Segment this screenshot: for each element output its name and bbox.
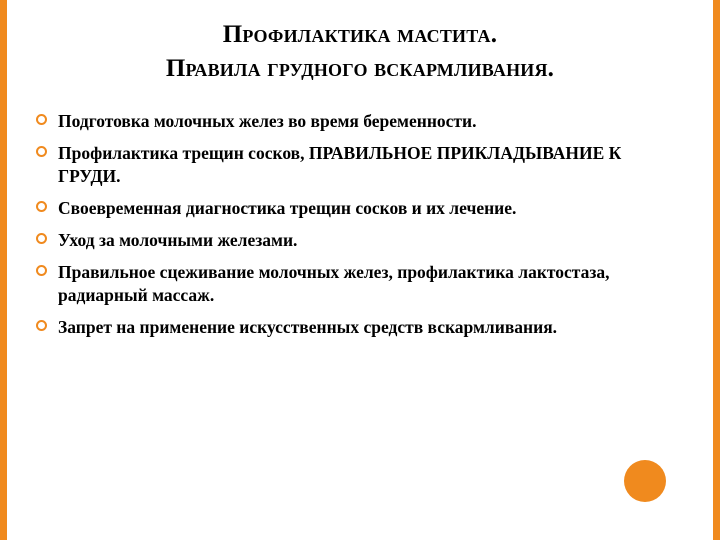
right-accent-bar <box>713 0 720 540</box>
decorative-circle <box>624 460 666 502</box>
bullet-ring-icon <box>36 229 58 244</box>
list-item <box>36 316 686 339</box>
list-item <box>36 110 686 133</box>
list-item-label: Уход за молочными железами. <box>58 230 298 250</box>
list-item-label: Своевременная диагностика трещин сосков и их лечение. <box>58 198 517 218</box>
list-item-label: Подготовка молочных желез во время беременности. <box>58 111 477 131</box>
list-item-label: Запрет на применение искусственных средств вскармливания. <box>58 317 558 337</box>
list-item <box>36 229 686 252</box>
title-line-2: Правила грудного вскармливания. <box>165 55 555 82</box>
bullet-ring-icon <box>36 110 58 125</box>
bullet-ring-icon <box>36 197 58 212</box>
page-title <box>40 18 680 86</box>
bullet-ring-icon <box>36 261 58 276</box>
list-item <box>36 261 686 307</box>
list-item-label: Правильное сцеживание молочных желез, профилактика лактостаза, радиарный массаж. <box>58 262 610 305</box>
bullet-ring-icon <box>36 316 58 331</box>
list-item-label: Профилактика трещин сосков, ПРАВИЛЬНОЕ ПРИКЛАДЫВАНИЕ К ГРУДИ. <box>58 143 622 186</box>
left-accent-bar <box>0 0 7 540</box>
bullet-list <box>36 110 686 348</box>
title-line-1: Профилактика мастита. <box>222 21 498 48</box>
bullet-ring-icon <box>36 142 58 157</box>
list-item <box>36 197 686 220</box>
list-item <box>36 142 686 188</box>
